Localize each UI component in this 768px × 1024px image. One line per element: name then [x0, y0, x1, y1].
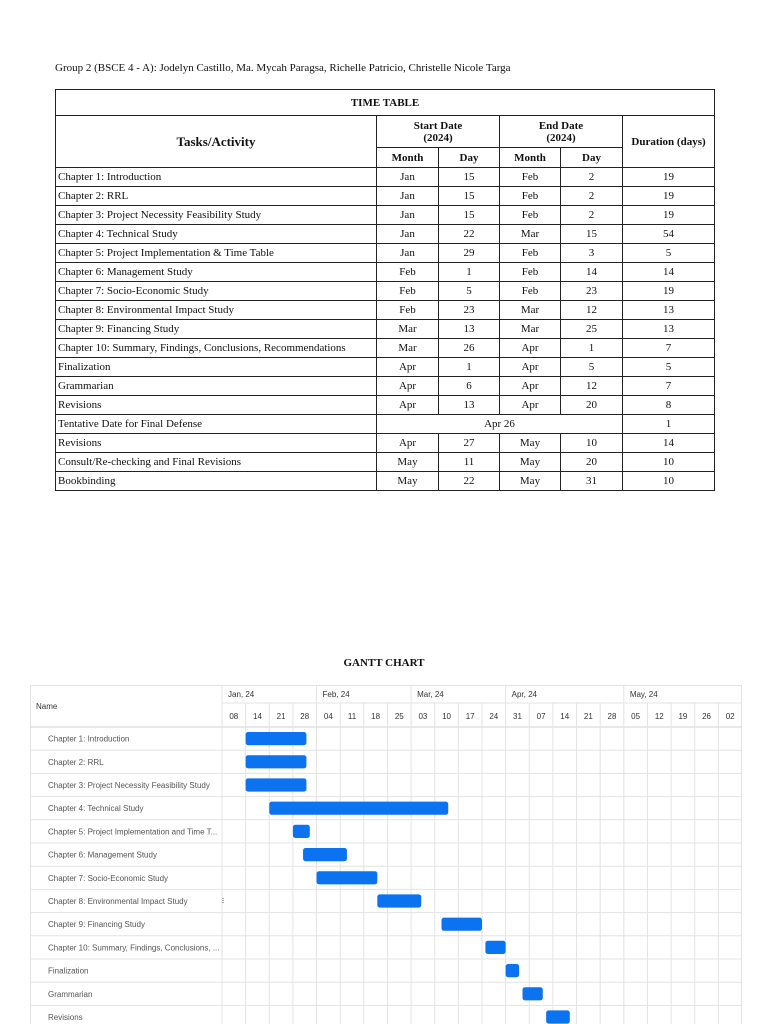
task-cell: Chapter 6: Management Study — [56, 263, 377, 282]
task-cell: Chapter 5: Project Implementation & Time Table — [56, 244, 377, 263]
start-month-cell: Feb — [377, 282, 439, 301]
task-name-label: Finalization — [48, 966, 89, 976]
task-bar — [293, 825, 310, 838]
time-table-title: TIME TABLE — [56, 90, 715, 116]
end-day-cell: 2 — [561, 206, 623, 225]
start-month-cell: Apr — [377, 396, 439, 415]
end-month-cell: Feb — [500, 187, 561, 206]
task-bar — [485, 941, 505, 954]
task-bar — [546, 1010, 570, 1023]
task-name-label: Chapter 10: Summary, Findings, Conclusions, ... — [48, 943, 220, 953]
task-name-label: Chapter 4: Technical Study — [48, 804, 144, 814]
table-row — [56, 320, 715, 339]
start-day-cell: 27 — [439, 434, 500, 453]
col-header-duration: Duration (days) — [623, 116, 715, 168]
table-row — [56, 358, 715, 377]
start-month-cell: May — [377, 453, 439, 472]
start-month-cell: Jan — [377, 206, 439, 225]
table-row — [56, 168, 715, 187]
task-cell: Chapter 4: Technical Study — [56, 225, 377, 244]
duration-cell: 1 — [623, 415, 715, 434]
week-tick-label: 10 — [442, 712, 451, 721]
start-day-cell: 1 — [439, 263, 500, 282]
end-day-cell: 3 — [561, 244, 623, 263]
col-header-tasks: Tasks/Activity — [56, 116, 377, 168]
start-month-cell: Apr — [377, 377, 439, 396]
end-day-cell: 5 — [561, 358, 623, 377]
week-tick-label: 14 — [560, 712, 570, 721]
start-day-cell: 13 — [439, 396, 500, 415]
sub-header-end-month: Month — [500, 148, 561, 168]
duration-cell: 8 — [623, 396, 715, 415]
start-month-cell: Feb — [377, 263, 439, 282]
end-day-cell: 25 — [561, 320, 623, 339]
start-day-cell: 5 — [439, 282, 500, 301]
sub-header-start-month: Month — [377, 148, 439, 168]
start-month-cell: Jan — [377, 187, 439, 206]
end-month-cell: Feb — [500, 168, 561, 187]
task-name-label: Chapter 5: Project Implementation and Time T... — [48, 827, 218, 837]
week-tick-label: 21 — [276, 712, 286, 721]
end-month-cell: Apr — [500, 377, 561, 396]
task-name-label: Chapter 2: RRL — [48, 757, 104, 767]
duration-cell: 19 — [623, 168, 715, 187]
start-day-cell: 23 — [439, 301, 500, 320]
end-month-cell: Mar — [500, 225, 561, 244]
start-day-cell: 15 — [439, 206, 500, 225]
duration-cell: 14 — [623, 263, 715, 282]
end-month-cell: Feb — [500, 263, 561, 282]
task-cell: Consult/Re-checking and Final Revisions — [56, 453, 377, 472]
start-day-cell: 22 — [439, 225, 500, 244]
duration-cell: 13 — [623, 301, 715, 320]
start-day-cell: 1 — [439, 358, 500, 377]
task-cell: Finalization — [56, 358, 377, 377]
week-tick-label: 28 — [300, 712, 310, 721]
start-month-cell: Feb — [377, 301, 439, 320]
task-bar — [269, 802, 448, 815]
sub-header-start-day: Day — [439, 148, 500, 168]
task-name-label: Grammarian — [48, 989, 93, 999]
task-cell: Grammarian — [56, 377, 377, 396]
table-row — [56, 434, 715, 453]
task-bar — [317, 871, 378, 884]
task-name-label: Chapter 8: Environmental Impact Study — [48, 897, 188, 906]
table-row — [56, 415, 715, 434]
task-name-label: Chapter 3: Project Necessity Feasibility Study — [48, 781, 210, 790]
task-cell: Chapter 10: Summary, Findings, Conclusions, Recommendations — [56, 339, 377, 358]
table-row — [56, 301, 715, 320]
task-name-label: Chapter 1: Introduction — [48, 734, 130, 744]
start-month-cell: Apr — [377, 434, 439, 453]
end-month-cell: Mar — [500, 301, 561, 320]
col-header-end-date: End Date (2024) — [500, 116, 623, 148]
start-month-cell: Mar — [377, 339, 439, 358]
task-cell: Chapter 1: Introduction — [56, 168, 377, 187]
month-label: Mar, 24 — [417, 690, 444, 699]
duration-cell: 19 — [623, 187, 715, 206]
gantt-name-header: Name — [36, 702, 58, 711]
table-row — [56, 472, 715, 491]
duration-cell: 19 — [623, 206, 715, 225]
task-bar — [246, 755, 307, 768]
task-name-label: Revisions — [48, 1013, 83, 1022]
start-day-cell: 22 — [439, 472, 500, 491]
duration-cell: 7 — [623, 377, 715, 396]
start-day-cell: 15 — [439, 168, 500, 187]
end-day-cell: 1 — [561, 339, 623, 358]
start-month-cell: Apr — [377, 358, 439, 377]
task-cell: Chapter 7: Socio-Economic Study — [56, 282, 377, 301]
end-month-cell: Feb — [500, 206, 561, 225]
week-tick-label: 12 — [654, 712, 664, 721]
end-month-cell: Feb — [500, 244, 561, 263]
end-day-cell: 10 — [561, 434, 623, 453]
week-tick-label: 24 — [489, 712, 499, 721]
month-label: Jan, 24 — [228, 690, 255, 699]
end-day-cell: 15 — [561, 225, 623, 244]
end-month-cell: Feb — [500, 282, 561, 301]
week-tick-label: 21 — [583, 712, 593, 721]
gantt-chart-title: GANTT CHART — [343, 657, 425, 669]
start-month-cell: Mar — [377, 320, 439, 339]
start-day-cell: 29 — [439, 244, 500, 263]
week-tick-label: 03 — [418, 712, 428, 721]
end-day-cell: 12 — [561, 301, 623, 320]
task-cell: Bookbinding — [56, 472, 377, 491]
start-month-cell: May — [377, 472, 439, 491]
table-row — [56, 377, 715, 396]
duration-cell: 10 — [623, 453, 715, 472]
duration-cell: 5 — [623, 244, 715, 263]
table-row — [56, 187, 715, 206]
week-tick-label: 26 — [702, 712, 711, 721]
week-tick-label: 04 — [323, 712, 333, 721]
week-tick-label: 17 — [465, 712, 475, 721]
task-bar — [246, 778, 307, 791]
start-day-cell: 26 — [439, 339, 500, 358]
start-day-cell: 13 — [439, 320, 500, 339]
task-cell: Revisions — [56, 396, 377, 415]
start-day-cell: 11 — [439, 453, 500, 472]
month-label: May, 24 — [629, 690, 658, 699]
week-tick-label: 18 — [371, 712, 381, 721]
duration-cell: 5 — [623, 358, 715, 377]
week-tick-label: 19 — [678, 712, 688, 721]
end-day-cell: 14 — [561, 263, 623, 282]
table-row — [56, 282, 715, 301]
duration-cell: 10 — [623, 472, 715, 491]
week-tick-label: 02 — [725, 712, 735, 721]
end-month-cell: Apr — [500, 396, 561, 415]
start-month-cell: Jan — [377, 244, 439, 263]
task-bar — [303, 848, 347, 861]
task-name-label: Chapter 9: Financing Study — [48, 920, 145, 930]
table-row — [56, 244, 715, 263]
start-month-cell: Jan — [377, 168, 439, 187]
end-month-cell: Mar — [500, 320, 561, 339]
task-cell: Revisions — [56, 434, 377, 453]
duration-cell: 19 — [623, 282, 715, 301]
task-cell: Chapter 9: Financing Study — [56, 320, 377, 339]
sub-header-end-day: Day — [561, 148, 623, 168]
merged-date-cell: Apr 26 — [377, 415, 623, 434]
week-tick-label: 28 — [607, 712, 617, 721]
task-bar — [506, 964, 520, 977]
start-day-cell: 15 — [439, 187, 500, 206]
group-members-line: Group 2 (BSCE 4 - A): Jodelyn Castillo, Ma. Mycah Paragsa, Richelle Patricio, Christelle Nicole Targa — [55, 62, 511, 74]
duration-cell: 14 — [623, 434, 715, 453]
end-month-cell: May — [500, 472, 561, 491]
month-label: Feb, 24 — [322, 690, 350, 699]
month-label: Apr, 24 — [511, 690, 537, 699]
gantt-svg — [30, 685, 742, 1024]
task-bar — [377, 894, 421, 907]
table-row — [56, 453, 715, 472]
duration-cell: 54 — [623, 225, 715, 244]
table-row — [56, 339, 715, 358]
gantt-chart — [30, 685, 742, 1024]
task-bar — [246, 732, 307, 745]
duration-cell: 13 — [623, 320, 715, 339]
task-bar — [441, 918, 482, 931]
task-bar — [523, 987, 543, 1000]
week-tick-label: 31 — [513, 712, 522, 721]
start-day-cell: 6 — [439, 377, 500, 396]
table-row — [56, 225, 715, 244]
end-day-cell: 20 — [561, 396, 623, 415]
task-name-label: Chapter 7: Socio-Economic Study — [48, 873, 169, 883]
week-tick-label: 08 — [229, 712, 239, 721]
week-tick-label: 25 — [394, 712, 404, 721]
week-tick-label: 14 — [253, 712, 262, 721]
end-month-cell: Apr — [500, 339, 561, 358]
table-row — [56, 263, 715, 282]
end-day-cell: 2 — [561, 187, 623, 206]
task-cell: Chapter 3: Project Necessity Feasibility Study — [56, 206, 377, 225]
col-header-start-date: Start Date (2024) — [377, 116, 500, 148]
end-month-cell: May — [500, 434, 561, 453]
start-month-cell: Jan — [377, 225, 439, 244]
table-row — [56, 396, 715, 415]
end-day-cell: 12 — [561, 377, 623, 396]
week-tick-label: 05 — [631, 712, 641, 721]
task-cell: Tentative Date for Final Defense — [56, 415, 377, 434]
end-day-cell: 31 — [561, 472, 623, 491]
duration-cell: 7 — [623, 339, 715, 358]
time-table — [55, 89, 715, 491]
task-name-label: Chapter 6: Management Study — [48, 850, 157, 860]
end-month-cell: May — [500, 453, 561, 472]
end-day-cell: 20 — [561, 453, 623, 472]
end-day-cell: 23 — [561, 282, 623, 301]
week-tick-label: 11 — [347, 712, 357, 721]
week-tick-label: 07 — [536, 712, 546, 721]
end-day-cell: 2 — [561, 168, 623, 187]
table-row — [56, 206, 715, 225]
task-cell: Chapter 8: Environmental Impact Study — [56, 301, 377, 320]
task-cell: Chapter 2: RRL — [56, 187, 377, 206]
end-month-cell: Apr — [500, 358, 561, 377]
